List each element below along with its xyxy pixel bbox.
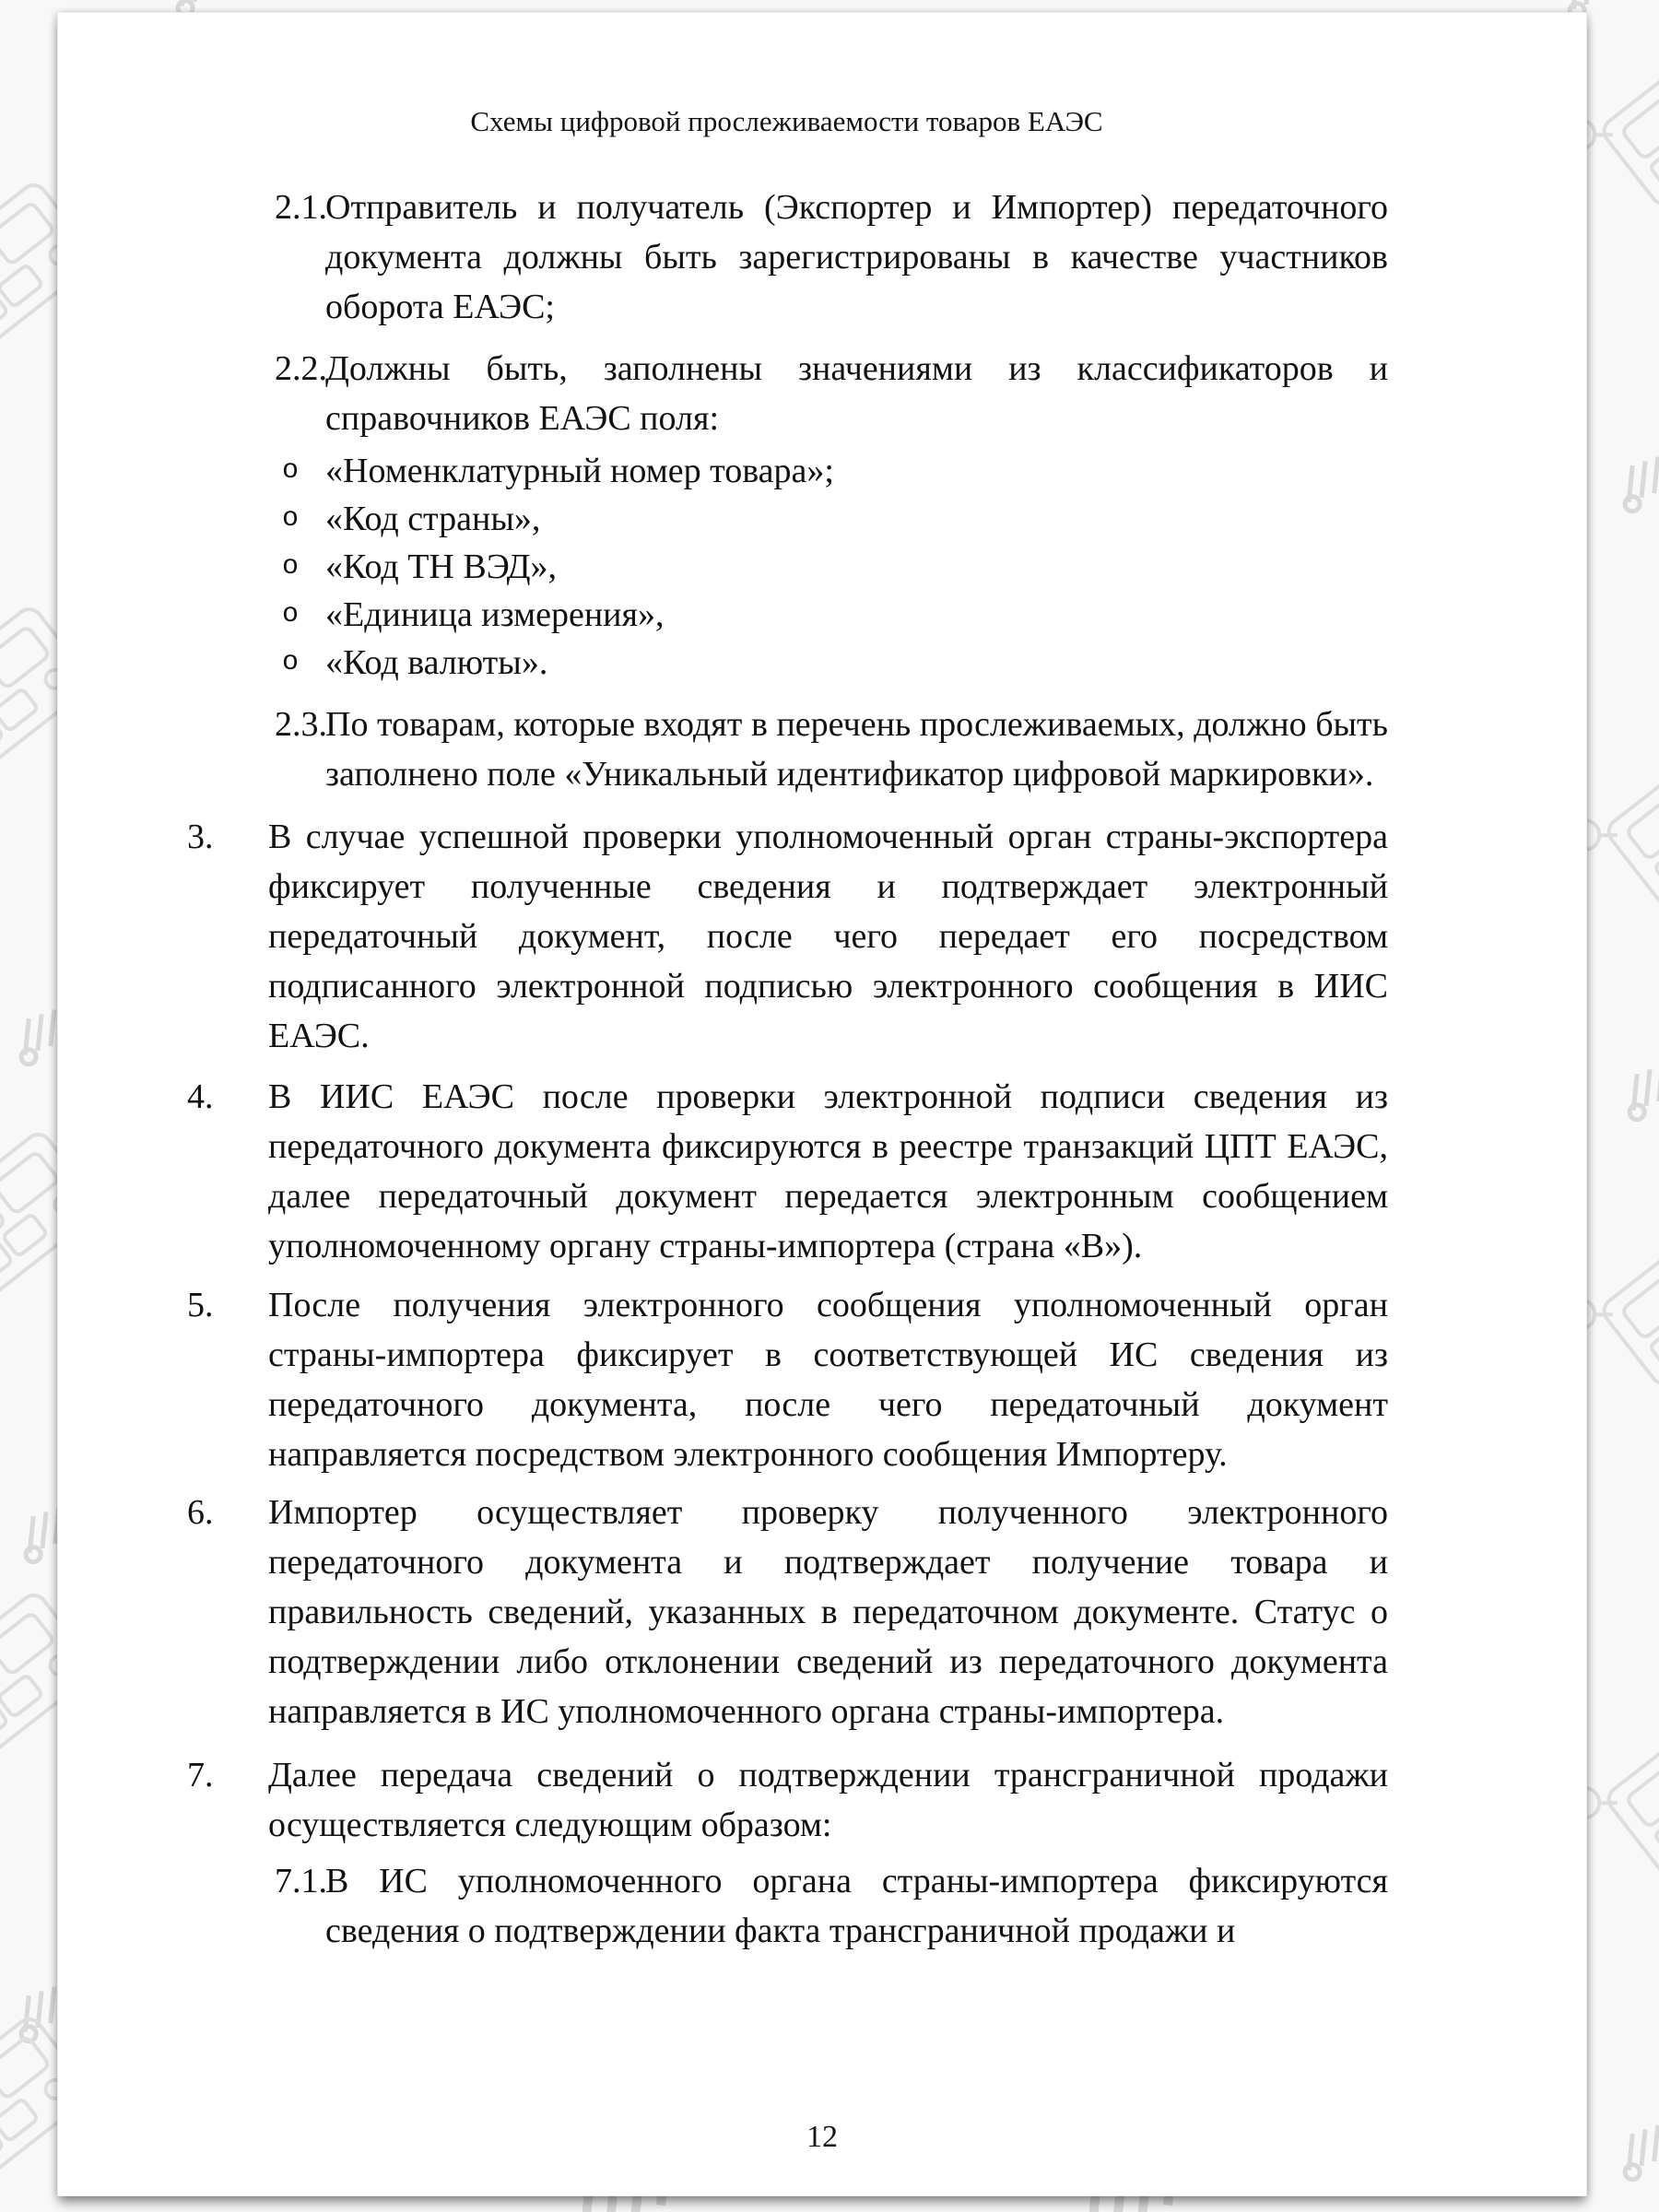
item-text: По товарам, которые входят в перечень прослеживаемых, должно быть заполнено поле «Уникальный идентификатор цифровой маркировки». [325, 705, 1388, 794]
item-number: 4. [187, 1077, 214, 1116]
bullet-item [275, 495, 1388, 543]
item-text: После получения электронного сообщения уполномоченный орган страны-импортера фиксирует в соответствующей ИС сведения из передаточного документа, после чего передаточный документ направляется посредством электронного сообщения Импортеру. [268, 1286, 1388, 1474]
running-header: Схемы цифровой прослеживаемости товаров ЕАЭС [470, 105, 1103, 137]
bullet-item [275, 447, 1388, 495]
item-text: В ИС уполномоченного органа страны-импортера фиксируются сведения о подтверждении факта трансграничной продажи и [325, 1862, 1388, 1950]
item-number: 5. [187, 1286, 214, 1324]
item-text: Должны быть, заполнены значениями из классификаторов и справочников ЕАЭС поля: [325, 349, 1388, 438]
item-text: Отправитель и получатель (Экспортер и Импортер) передаточного документа должны быть зарегистрированы в качестве участников оборота ЕАЭС; [325, 188, 1388, 326]
item-text: В случае успешной проверки уполномоченный орган страны-экспортера фиксирует полученные сведения и подтверждает электронный передаточный документ, после чего передает его посредством подписанного электронной подписью электронного сообщения в ИИС ЕАЭС. [268, 818, 1388, 1055]
item-2-3 [275, 700, 1388, 799]
item-number: 2.1. [275, 188, 327, 227]
bullet-text: «Код страны», [325, 500, 541, 538]
item-text: В ИИС ЕАЭС после проверки электронной подписи сведения из передаточного документа фиксируются в реестре транзакций ЦПТ ЕАЭС, далее передаточный документ передается электронным сообщением уполномоченному органу страны-импортера (страна «В»). [268, 1077, 1388, 1265]
bullet-marker: o [282, 647, 300, 678]
bullet-marker: o [282, 599, 300, 630]
item-text: Далее передача сведений о подтверждении трансграничной продажи осуществляется следующим образом: [268, 1756, 1388, 1844]
bullet-item [275, 591, 1388, 639]
document-page [57, 12, 1587, 2196]
page-number: 12 [806, 2120, 838, 2154]
item-number: 7.1. [275, 1862, 327, 1900]
bullet-item [275, 639, 1388, 687]
item-number: 3. [187, 818, 214, 856]
item-7 [187, 1750, 1388, 1850]
bullet-item [275, 543, 1388, 591]
bullet-text: «Единица измерения», [325, 595, 665, 634]
document-body [187, 182, 1388, 1956]
bullet-text: «Код валюты». [325, 643, 548, 682]
item-4 [187, 1072, 1388, 1271]
item-3 [187, 812, 1388, 1061]
bullet-text: «Номенклатурный номер товара»; [325, 452, 834, 490]
item-number: 2.2. [275, 349, 327, 388]
item-2-2 [275, 344, 1388, 443]
item-text: Импортер осуществляет проверку полученного электронного передаточного документа и подтверждает получение товара и правильность сведений, указанных в передаточном документе. Статус о подтверждении либо отклонении сведений из передаточного документа направляется в ИС уполномоченного органа страны-импортера. [268, 1493, 1388, 1731]
item-2-1 [275, 182, 1388, 332]
item-number: 7. [187, 1756, 214, 1794]
bullet-marker: o [282, 503, 300, 535]
item-number: 2.3. [275, 705, 327, 744]
item-7-1 [275, 1856, 1388, 1956]
item-6 [187, 1488, 1388, 1736]
bullet-marker: o [282, 551, 300, 582]
bullet-text: «Код ТН ВЭД», [325, 547, 558, 586]
bullet-marker: o [282, 455, 300, 487]
item-5 [187, 1280, 1388, 1479]
item-number: 6. [187, 1493, 214, 1532]
